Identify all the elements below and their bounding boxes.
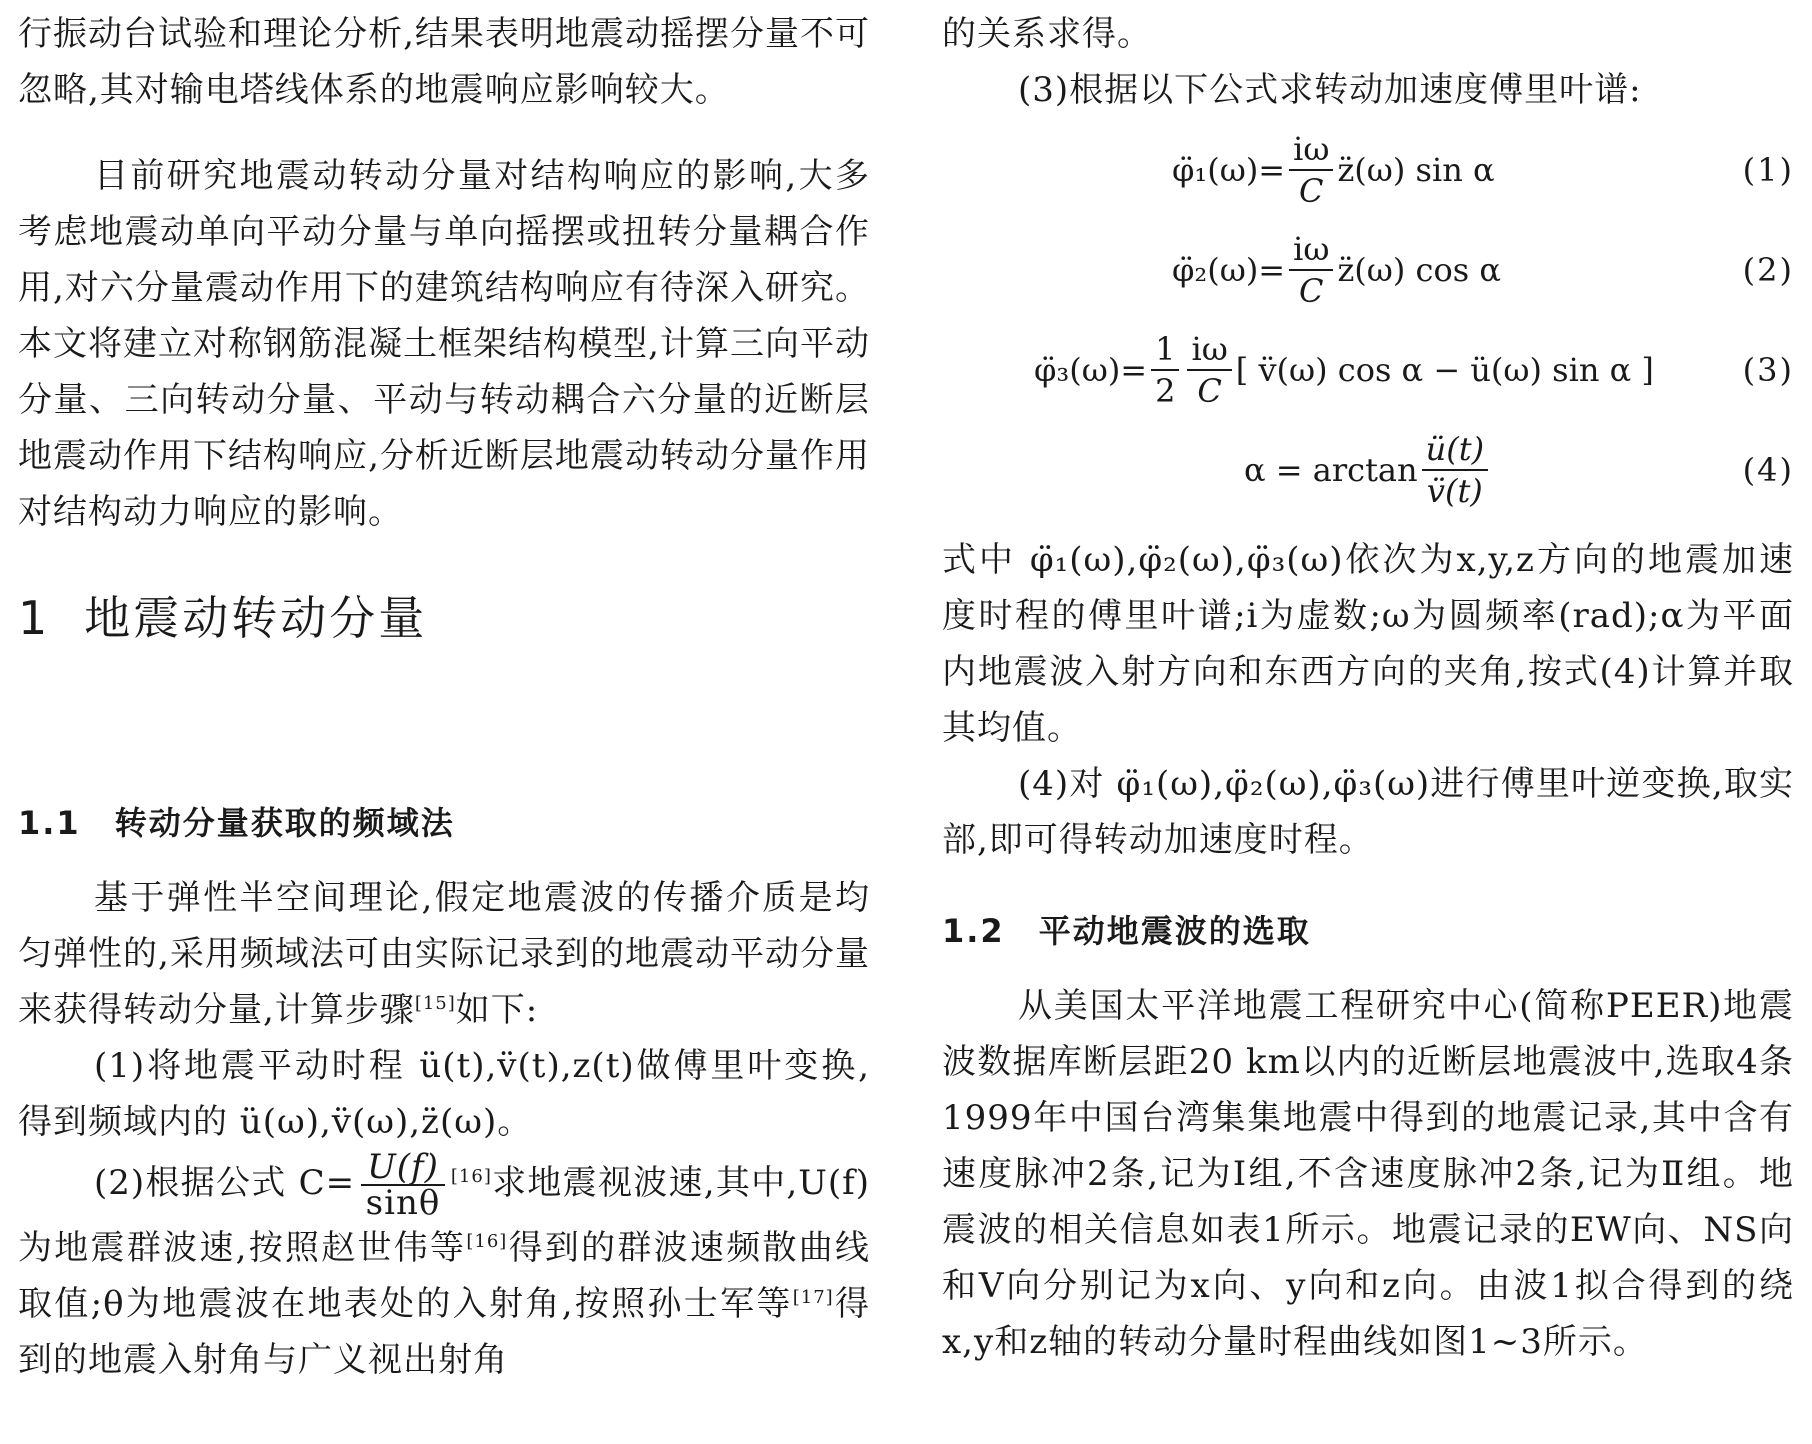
- eq-rhs: z̈(ω) sin α: [1337, 151, 1495, 189]
- paragraph-wave-selection: 从美国太平洋地震工程研究中心(简称PEER)地震波数据库断层距20 km以内的近断层地震波中,选取4条1999年中国台湾集集地震中得到的地震记录,其中含有速度脉冲2条,记为Ⅰ组,不含速度脉冲2条,记为Ⅱ组。地震波的相关信息如表1所示。地震记录的EW向、NS向和V向分别记为x向、y向和z向。由波1拟合得到的绕x,y和z轴的转动分量时程曲线如图1~3所示。: [942, 986, 1794, 1362]
- subsection-heading-1-1: [18, 798, 455, 844]
- equation-3: [942, 322, 1794, 418]
- section-heading-1: [18, 582, 427, 648]
- numerator: iω: [1187, 329, 1231, 371]
- paragraph-research-gap: 目前研究地震动转动分量对结构响应的影响,大多考虑地震动单向平动分量与单向摇摆或扭转分量耦合作用,对六分量震动作用下的建筑结构响应有待深入研究。本文将建立对称钢筋混凝土框架结构模型,计算三向平动分量、三向转动分量、平动与转动耦合六分量的近断层地震动作用下结构响应,分析近断层地震动转动分量作用对结构动力响应的影响。: [18, 156, 870, 532]
- eq-lhs: φ̈₁(ω)=: [1172, 151, 1286, 189]
- text: 得到的群波速频散曲线取值;θ为地震波在地表处的入射角,按照孙士军等: [18, 1228, 871, 1324]
- numerator: ü(t): [1422, 429, 1488, 471]
- text: 基于弹性半空间理论,假定地震波的传播介质是均匀弹性的,采用频域法可由实际记录到的地震动平动分量来获得转动分量,计算步骤: [18, 878, 870, 1030]
- paragraph-step-1: (1)将地震平动时程 ü(t),v̈(t),z(t)做傅里叶变换,得到频域内的 ü(ω),v̈(ω),z̈(ω)。: [18, 1046, 870, 1142]
- paragraph-step-3: (3)根据以下公式求转动加速度傅里叶谱:: [1018, 70, 1642, 110]
- equation-1: [942, 122, 1794, 218]
- numerator: iω: [1289, 129, 1333, 171]
- denominator: C: [1299, 272, 1324, 310]
- paragraph-intro-cont: 行振动台试验和理论分析,结果表明地震动摇摆分量不可忽略,其对输电塔线体系的地震响应影响较大。: [18, 14, 870, 110]
- inline-fraction: [361, 1147, 445, 1223]
- eq-lhs: α = arctan: [1244, 451, 1418, 489]
- numerator: 1: [1151, 329, 1179, 371]
- eq-fraction: [1187, 329, 1231, 411]
- denominator: 2: [1155, 372, 1176, 410]
- equation-number: (2): [1742, 251, 1794, 289]
- paragraph-step-4: (4)对 φ̈₁(ω),φ̈₂(ω),φ̈₃(ω)进行傅里叶逆变换,取实部,即可得转动加速度时程。: [942, 764, 1794, 860]
- citation-17: [17]: [792, 1287, 834, 1308]
- subsection-heading-1-2: [942, 906, 1311, 952]
- eq-rhs: [ v̈(ω) cos α − ü(ω) sin α ]: [1235, 351, 1654, 389]
- fraction-denominator: sinθ: [365, 1183, 441, 1223]
- equation-4: [942, 422, 1794, 518]
- text: 如下:: [455, 990, 539, 1030]
- citation-16: [16]: [450, 1166, 492, 1187]
- fraction-numerator: U(f): [361, 1150, 445, 1186]
- paragraph-frequency-method: [18, 870, 870, 1038]
- paragraph-step-2: [18, 1147, 871, 1388]
- denominator: C: [1197, 372, 1222, 410]
- paragraph-where: 式中 φ̈₁(ω),φ̈₂(ω),φ̈₃(ω)依次为x,y,z方向的地震加速度时程的傅里叶谱;i为虚数;ω为圆频率(rad);α为平面内地震波入射方向和东西方向的夹角,按式(4)计算并取其均值。: [942, 540, 1794, 748]
- equation-number: (1): [1742, 151, 1794, 189]
- subsection-number: 1.2: [942, 912, 1005, 950]
- equation-number: (4): [1742, 451, 1794, 489]
- citation-16: [16]: [466, 1231, 508, 1252]
- eq-lhs: φ̈₂(ω)=: [1172, 251, 1286, 289]
- section-title: 地震动转动分量: [84, 591, 428, 645]
- denominator: v̈(t): [1426, 472, 1483, 510]
- eq-fraction: [1289, 229, 1333, 311]
- text: (2)根据公式 C=: [94, 1163, 356, 1203]
- text: 得到的地震入射角与广义视出射角: [18, 1284, 871, 1380]
- subsection-number: 1.1: [18, 804, 81, 842]
- text: 求地震视波速,其中,U(f)为地震群波速,按照赵世伟等: [18, 1163, 870, 1268]
- eq-fraction: [1289, 129, 1333, 211]
- eq-lhs: φ̈₃(ω)=: [1034, 351, 1148, 389]
- numerator: iω: [1289, 229, 1333, 271]
- subsection-title: 平动地震波的选取: [1038, 912, 1311, 950]
- eq-fraction: [1422, 429, 1488, 511]
- subsection-title: 转动分量获取的频域法: [114, 804, 455, 842]
- equation-2: [942, 222, 1794, 318]
- eq-rhs: z̈(ω) cos α: [1337, 251, 1501, 289]
- section-number: 1: [18, 591, 51, 645]
- citation-15: [15]: [414, 993, 456, 1014]
- eq-fraction: [1151, 329, 1179, 411]
- equation-number: (3): [1742, 351, 1794, 389]
- paragraph-cont: 的关系求得。: [942, 14, 1152, 54]
- denominator: C: [1299, 172, 1324, 210]
